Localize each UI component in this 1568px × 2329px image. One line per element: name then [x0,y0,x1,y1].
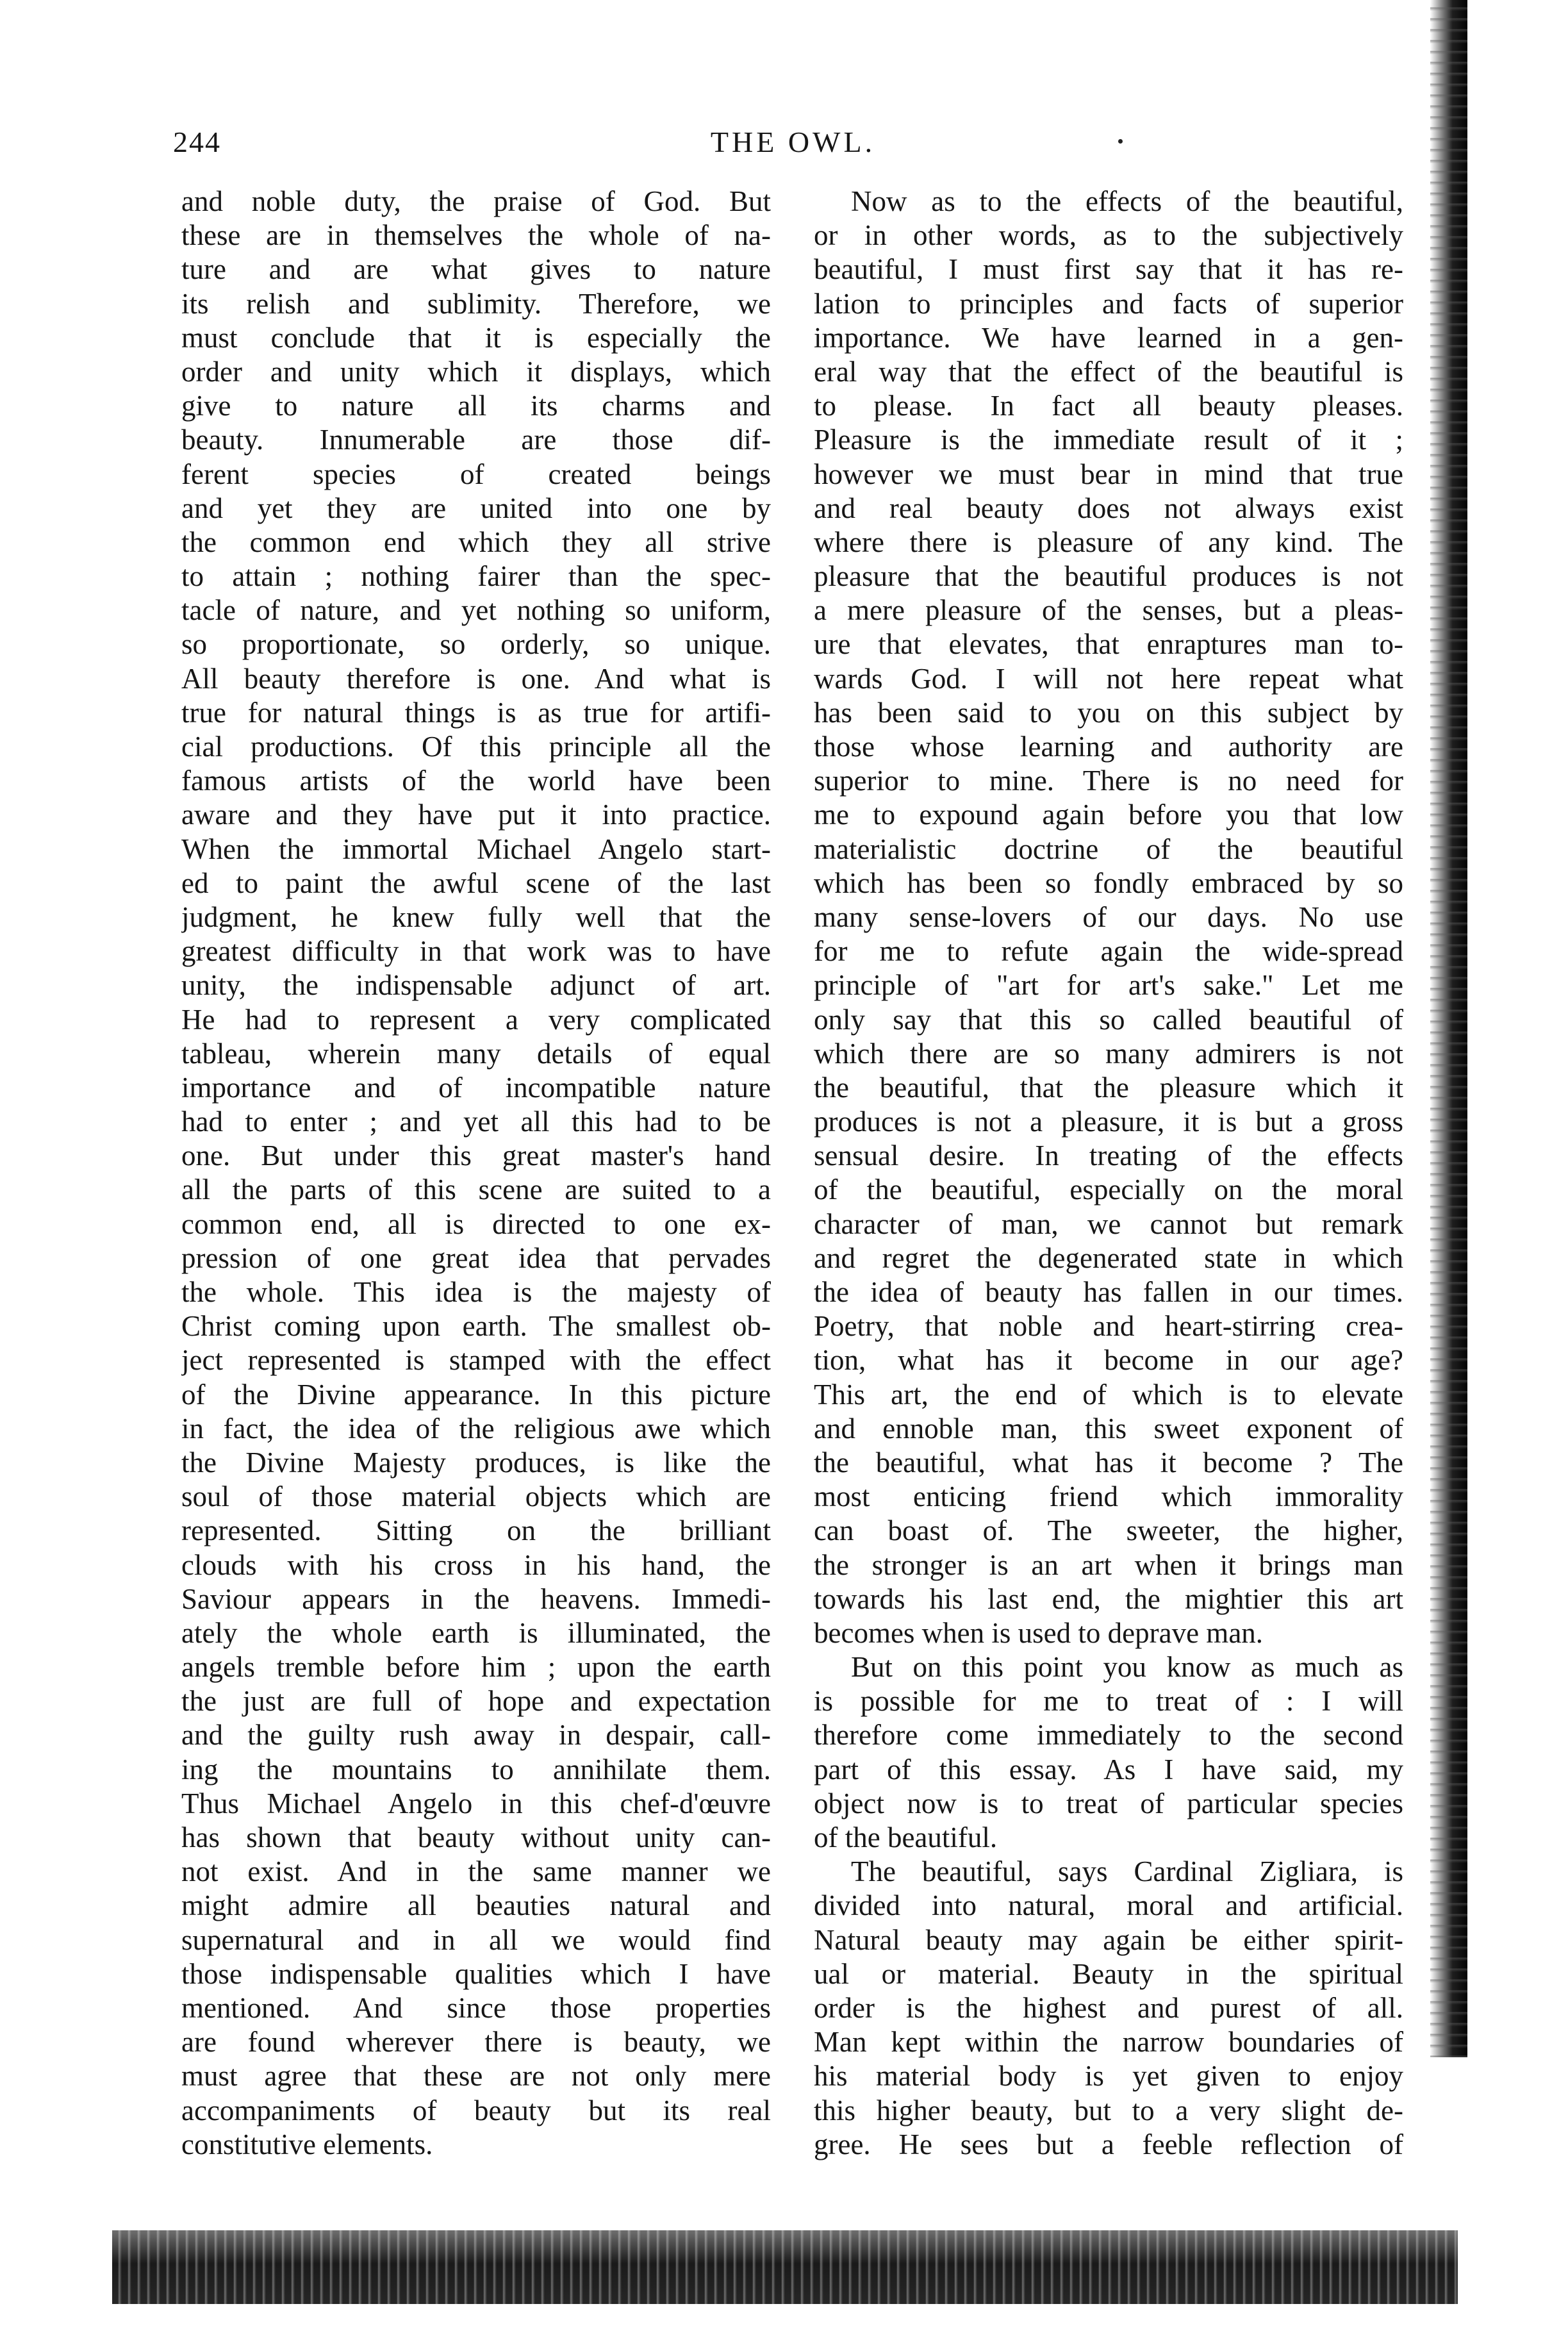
text-line: constitutive elements. [181,2128,433,2160]
text-line: superior to mine. There is no need for [814,765,1403,797]
text-line: wards God. I will not here repeat what [814,662,1403,695]
text-line: of the Divine appearance. In this picture [181,1378,771,1411]
text-line: pression of one great idea that pervades [181,1241,771,1274]
text-line: must agree that these are not only mere [181,2060,771,2093]
text-line: those whose learning and authority are [814,731,1403,763]
text-line: the idea of beauty has fallen in our times. [814,1276,1403,1308]
text-line: supernatural and in all we would find [181,1923,771,1956]
text-line: famous artists of the world have been [181,765,771,797]
text-line: ject represented is stamped with the effect [181,1344,771,1377]
text-line: has been said to you on this subject by [814,696,1403,729]
text-line: and noble duty, the praise of God. But [181,185,771,217]
text-line: He had to represent a very complicated [181,1003,771,1036]
text-line: eral way that the effect of the beautiful is [814,355,1403,388]
text-line: or in other words, as to the subjectively [814,219,1403,252]
text-line: the just are full of hope and expectation [181,1685,771,1718]
text-line: divided into natural, moral and artificial. [814,1889,1403,1922]
text-line: All beauty therefore is one. And what is [181,662,771,695]
text-line: which has been so fondly embraced by so [814,866,1403,899]
text-line: had to enter ; and yet all this had to be [181,1106,771,1138]
text-line: character of man, we cannot but remark [814,1207,1403,1240]
text-line: give to nature all its charms and [181,390,771,422]
text-line: the beautiful, that the pleasure which it [814,1071,1403,1104]
text-line: ing the mountains to annihilate them. [181,1753,771,1786]
text-line: of the beautiful. [814,1821,998,1853]
scan-right-edge [1430,0,1467,2057]
text-line: judgment, he knew fully well that the [181,900,771,933]
text-line: importance. We have learned in a gen- [814,321,1403,354]
page-number: 244 [173,126,221,158]
text-line: lation to principles and facts of superior [814,287,1403,320]
text-line: order is the highest and purest of all. [814,1991,1403,2024]
header-dot [1118,139,1123,144]
text-line: ual or material. Beauty in the spiritual [814,1957,1403,1990]
text-line: But on this point you know as much as [851,1651,1403,1684]
text-line: becomes when is used to deprave man. [814,1616,1264,1649]
text-line: The beautiful, says Cardinal Zigliara, is [851,1855,1403,1888]
text-line: and yet they are united into one by [181,492,771,524]
text-line: of the beautiful, especially on the moral [814,1173,1403,1206]
page-header [173,125,1413,170]
text-line: therefore come immediately to the second [814,1719,1403,1752]
text-line: a mere pleasure of the senses, but a pleas- [814,594,1403,627]
text-line: has shown that beauty without unity can- [181,1821,771,1853]
text-line: can boast of. The sweeter, the higher, [814,1514,1403,1547]
text-line: beauty. Innumerable are those dif- [181,424,771,456]
text-line: and regret the degenerated state in which [814,1241,1403,1274]
text-line: Now as to the effects of the beautiful, [851,185,1403,217]
text-line: pleasure that the beautiful produces is not [814,560,1403,593]
text-line: When the immortal Michael Angelo start- [181,833,771,865]
text-line: the whole. This idea is the majesty of [181,1276,771,1308]
text-line: to attain ; nothing fairer than the spec- [181,560,771,593]
text-line: to please. In fact all beauty pleases. [814,390,1403,422]
text-line: the beautiful, what has it become ? The [814,1446,1403,1479]
text-line: one. But under this great master's hand [181,1140,771,1172]
text-line: are found wherever there is beauty, we [181,2026,771,2059]
text-line: Natural beauty may again be either spirit- [814,1923,1403,1956]
text-line: his material body is yet given to enjoy [814,2060,1403,2093]
text-line: This art, the end of which is to elevate [814,1378,1403,1411]
text-line: Thus Michael Angelo in this chef-d'œuvre [181,1787,771,1819]
text-line: accompaniments of beauty but its real [181,2094,771,2126]
text-line: order and unity which it displays, which [181,355,771,388]
text-line: those indispensable qualities which I have [181,1957,771,1990]
text-line: ure that elevates, that enraptures man to- [814,628,1403,661]
text-line: and the guilty rush away in despair, call- [181,1719,771,1752]
text-line: so proportionate, so orderly, so unique. [181,628,771,661]
text-line: common end, all is directed to one ex- [181,1207,771,1240]
text-line: only say that this so called beautiful of [814,1003,1403,1036]
text-line: materialistic doctrine of the beautiful [814,833,1403,865]
text-line: cial productions. Of this principle all the [181,731,771,763]
text-line: this higher beauty, but to a very slight de- [814,2094,1403,2126]
text-line: importance and of incompatible nature [181,1071,771,1104]
text-line: the common end which they all strive [181,526,771,558]
text-line: produces is not a pleasure, it is but a gross [814,1106,1403,1138]
text-line: which there are so many admirers is not [814,1037,1403,1070]
text-line: tacle of nature, and yet nothing so uniform, [181,594,771,627]
text-line: principle of "art for art's sake." Let me [814,969,1403,1002]
text-line: and real beauty does not always exist [814,492,1403,524]
text-line: angels tremble before him ; upon the earth [181,1651,771,1684]
text-line: many sense-lovers of our days. No use [814,900,1403,933]
text-line: where there is pleasure of any kind. The [814,526,1403,558]
text-line: part of this essay. As I have said, my [814,1753,1403,1786]
text-line: ture and are what gives to nature [181,253,771,286]
text-line: must conclude that it is especially the [181,321,771,354]
text-line: and ennoble man, this sweet exponent of [814,1412,1403,1445]
text-line: mentioned. And since those properties [181,1991,771,2024]
text-line: not exist. And in the same manner we [181,1855,771,1888]
text-line: me to expound again before you that low [814,799,1403,831]
text-line: greatest difficulty in that work was to have [181,935,771,968]
text-line: ed to paint the awful scene of the last [181,866,771,899]
text-line: tion, what has it become in our age? [814,1344,1403,1377]
text-line: the stronger is an art when it brings man [814,1548,1403,1581]
text-line: true for natural things is as true for artifi- [181,696,771,729]
text-line: the Divine Majesty produces, is like the [181,1446,771,1479]
text-line: these are in themselves the whole of na- [181,219,771,252]
left-text-column [181,185,771,2162]
running-title: THE OWL. [710,126,876,158]
text-line: however we must bear in mind that true [814,458,1403,490]
text-line: unity, the indispensable adjunct of art. [181,969,771,1002]
text-line: sensual desire. In treating of the effects [814,1140,1403,1172]
right-text-column [814,185,1403,2162]
text-line: all the parts of this scene are suited to a [181,1173,771,1206]
text-line: beautiful, I must first say that it has re- [814,253,1403,286]
text-line: Saviour appears in the heavens. Immedi- [181,1582,771,1615]
text-line: aware and they have put it into practice. [181,799,771,831]
text-line: in fact, the idea of the religious awe which [181,1412,771,1445]
text-line: object now is to treat of particular species [814,1787,1403,1819]
text-line: towards his last end, the mightier this art [814,1582,1403,1615]
text-line: for me to refute again the wide-spread [814,935,1403,968]
text-line: most enticing friend which immorality [814,1480,1403,1513]
text-line: clouds with his cross in his hand, the [181,1548,771,1581]
text-line: its relish and sublimity. Therefore, we [181,287,771,320]
text-line: Man kept within the narrow boundaries of [814,2026,1403,2059]
text-line: ately the whole earth is illuminated, the [181,1616,771,1649]
text-line: Pleasure is the immediate result of it ; [814,424,1403,456]
text-line: Poetry, that noble and heart-stirring crea- [814,1310,1403,1343]
text-line: tableau, wherein many details of equal [181,1037,771,1070]
text-line: soul of those material objects which are [181,1480,771,1513]
text-line: represented. Sitting on the brilliant [181,1514,771,1547]
text-line: might admire all beauties natural and [181,1889,771,1922]
scan-bottom-edge [112,2230,1458,2304]
text-line: Christ coming upon earth. The smallest ob- [181,1310,771,1343]
text-line: is possible for me to treat of : I will [814,1685,1403,1718]
text-line: ferent species of created beings [181,458,771,490]
text-line: gree. He sees but a feeble reflection of [814,2128,1403,2160]
